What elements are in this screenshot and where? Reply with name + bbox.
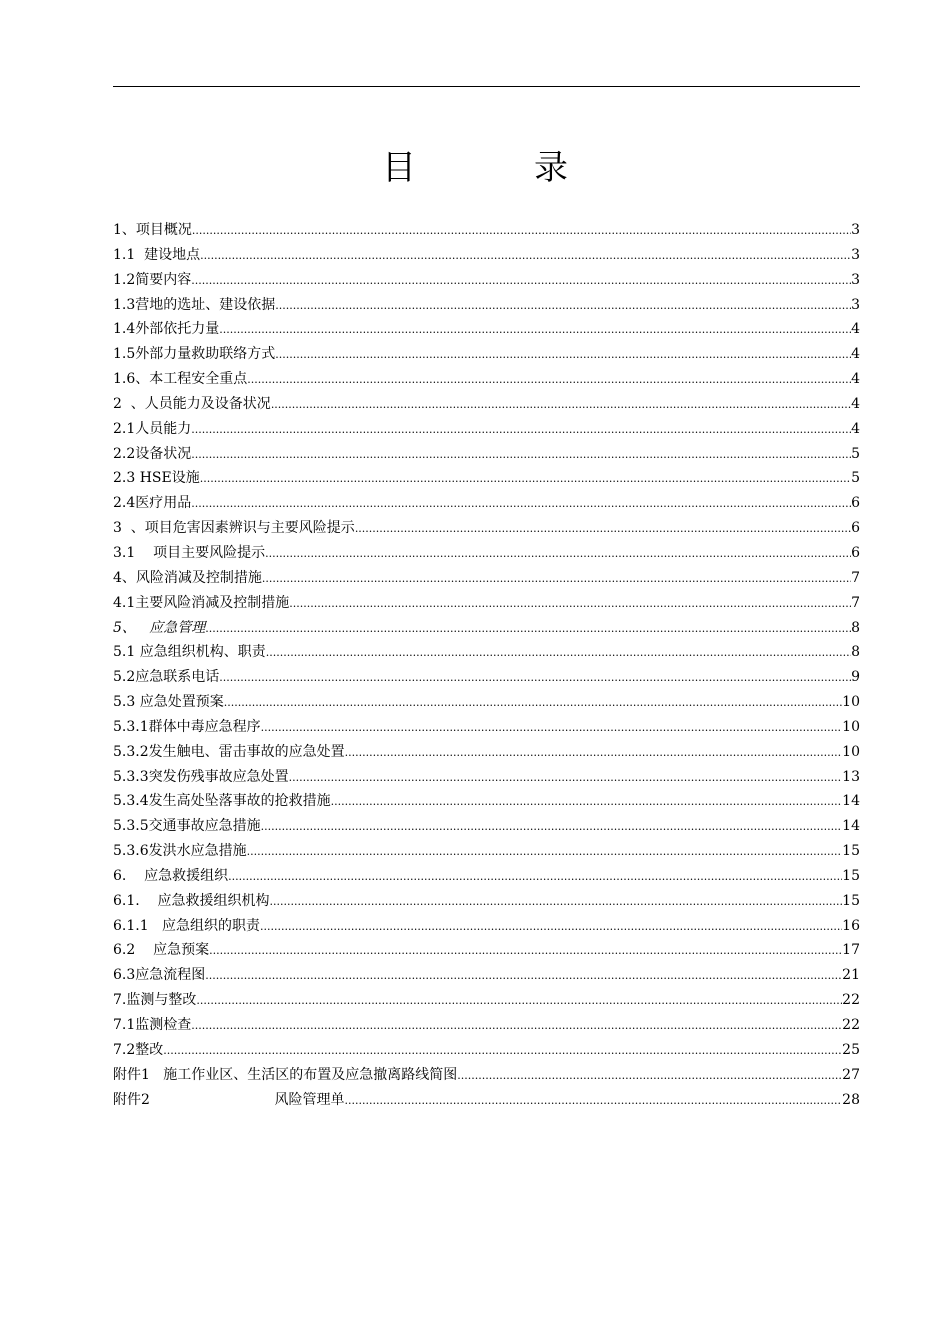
toc-entry-page-number: 17 [842,942,860,959]
toc-entry-page-number: 3 [851,246,860,263]
toc-entry[interactable] [113,342,860,367]
toc-entry[interactable] [113,814,860,839]
toc-dot-leader [265,542,851,567]
toc-entry-label: 1、项目概况 [113,222,192,238]
toc-entry-label: 1.5外部力量救助联络方式 [113,346,276,363]
toc-entry-label: 4、风险消减及控制措施 [113,569,262,586]
toc-entry-page-number: 7 [851,594,860,611]
toc-entry-page-number: 4 [851,420,860,437]
toc-entry[interactable] [113,765,860,790]
toc-entry[interactable] [113,541,860,566]
page-title [0,146,950,190]
toc-entry-page-number: 16 [842,917,860,934]
toc-entry-label: 2.4医疗用品 [113,495,192,512]
toc-entry-label: 5.3.2发生触电、雷击事故的应急处置 [113,743,345,760]
toc-entry[interactable] [113,616,860,641]
toc-dot-leader [209,939,842,964]
toc-entry-label: 2.2设备状况 [113,445,192,462]
toc-dot-leader [275,294,851,319]
toc-dot-leader [289,592,851,617]
toc-entry-label: 6.3应急流程图 [113,967,206,984]
toc-dot-leader [196,989,842,1014]
toc-entry-page-number: 27 [842,1066,860,1083]
toc-entry-label: 5.3.6发洪水应急措施 [113,843,247,860]
toc-dot-leader [261,716,843,741]
toc-entry[interactable] [113,243,860,268]
toc-entry[interactable] [113,317,860,342]
toc-entry-page-number: 5 [851,445,860,462]
toc-entry[interactable] [113,417,860,442]
toc-entry[interactable] [113,665,860,690]
toc-entry[interactable] [113,293,860,318]
toc-entry-page-number: 3 [851,271,860,288]
toc-entry-page-number: 5 [851,470,860,487]
toc-dot-leader [228,865,842,890]
toc-dot-leader [205,964,842,989]
toc-entry-label: 5.3.1群体中毒应急程序 [113,718,261,735]
toc-entry-label: 1.2简要内容 [113,271,192,288]
toc-dot-leader [271,393,851,418]
toc-entry[interactable] [113,466,860,491]
toc-entry-page-number: 10 [842,694,860,711]
toc-entry-label: 6.2 应急预案 [113,942,210,959]
toc-dot-leader [355,517,851,542]
toc-entry[interactable] [113,938,860,963]
toc-dot-leader [270,890,843,915]
toc-dot-leader [345,1089,843,1114]
toc-entry-label: 7.监测与整改 [113,992,197,1009]
toc-entry[interactable] [113,566,860,591]
toc-entry-label: 1.3营地的选址、建设依据 [113,296,276,313]
toc-entry[interactable] [113,789,860,814]
toc-entry-page-number: 3 [851,222,860,238]
toc-entry[interactable] [113,1038,860,1063]
toc-dot-leader [191,418,851,443]
toc-entry-label: 2.3 HSE设施 [113,470,200,487]
toc-entry-label: 3 、项目危害因素辨识与主要风险提示 [113,520,355,537]
toc-entry[interactable] [113,442,860,467]
toc-entry[interactable] [113,218,860,243]
toc-entry-page-number: 3 [851,296,860,313]
toc-dot-leader [260,915,842,940]
toc-entry-page-number: 10 [842,718,860,735]
toc-dot-leader [262,567,851,592]
toc-entry-page-number: 6 [851,495,860,512]
toc-entry[interactable] [113,1013,860,1038]
toc-dot-leader [345,741,843,766]
toc-entry-page-number: 8 [851,644,860,661]
toc-entry[interactable] [113,740,860,765]
toc-dot-leader [247,840,843,865]
toc-entry-label: 附件2 风险管理单 [113,1091,345,1108]
toc-entry-label: 1.4外部依托力量 [113,321,220,338]
toc-entry-label: 附件1 施工作业区、生活区的布置及应急撤离路线简图 [113,1066,458,1083]
toc-entry-label: 3.1 项目主要风险提示 [113,544,266,561]
toc-entry-label: 2.1人员能力 [113,420,192,437]
toc-dot-leader [261,815,843,840]
toc-entry[interactable] [113,839,860,864]
toc-dot-leader [200,244,851,269]
toc-entry-page-number: 22 [842,992,860,1009]
toc-entry-label: 6. 应急救援组织 [113,867,229,884]
toc-entry[interactable] [113,392,860,417]
toc-entry[interactable] [113,1063,860,1088]
toc-entry-page-number: 14 [842,818,860,835]
toc-entry-page-number: 4 [851,371,860,388]
toc-dot-leader [275,343,851,368]
toc-entry-page-number: 15 [842,867,860,884]
toc-entry-page-number: 4 [851,395,860,412]
toc-entry[interactable] [113,640,860,665]
toc-entry-page-number: 15 [842,892,860,909]
toc-entry-page-number: 4 [851,346,860,363]
toc-entry-page-number: 28 [842,1091,860,1108]
toc-entry-label: 1.6、本工程安全重点 [113,371,248,388]
header-rule [113,86,860,87]
toc-dot-leader [191,492,851,517]
toc-dot-leader [219,666,851,691]
toc-entry-label: 6.1. 应急救援组织机构 [113,892,270,909]
toc-entry[interactable] [113,715,860,740]
toc-dot-leader [191,269,851,294]
toc-entry-page-number: 25 [842,1041,860,1058]
toc-entry-label: 5.1 应急组织机构、职责 [113,644,266,661]
toc-entry[interactable] [113,690,860,715]
toc-dot-leader [192,219,851,244]
page-title-part2: 录 [534,148,568,188]
toc-entry-page-number: 9 [851,669,860,686]
toc-entry-page-number: 15 [842,843,860,860]
toc-dot-leader [163,1039,842,1064]
toc-entry-label: 5.3.3突发伤残事故应急处置 [113,768,289,785]
toc-entry-label: 5.3.4发生高处坠落事故的抢救措施 [113,793,331,810]
toc-dot-leader [200,467,851,492]
toc-entry-page-number: 22 [842,1017,860,1033]
toc-dot-leader [224,691,842,716]
toc-entry-label: 6.1.1 应急组织的职责 [113,917,260,934]
toc-entry[interactable] [113,914,860,939]
toc-entry[interactable] [113,889,860,914]
page-title-part1: 目 [382,148,416,188]
toc-entry[interactable] [113,268,860,293]
toc-dot-leader [266,641,851,666]
toc-entry-label: 4.1主要风险消减及控制措施 [113,594,290,611]
toc-dot-leader [205,617,851,642]
toc-dot-leader [191,443,851,468]
toc-entry[interactable] [113,864,860,889]
toc-dot-leader [457,1064,842,1089]
toc-entry-label: 5、 应急管理 [113,619,206,636]
toc-entry[interactable] [113,491,860,516]
toc-entry[interactable] [113,1088,860,1113]
toc-entry-page-number: 8 [851,619,860,636]
toc-entry-page-number: 4 [851,321,860,338]
toc-entry-page-number: 6 [851,520,860,537]
toc-dot-leader [247,368,851,393]
toc-entry[interactable] [113,591,860,616]
toc-entry-page-number: 7 [851,569,860,586]
toc-entry-page-number: 14 [842,793,860,810]
toc-entry-label: 2 、人员能力及设备状况 [113,395,271,412]
toc-entry-page-number: 6 [851,544,860,561]
toc-dot-leader [331,790,843,815]
toc-entry-page-number: 21 [842,967,860,984]
toc-entry-label: 1.1 建设地点 [113,246,201,263]
toc-entry-label: 7.2整改 [113,1041,164,1058]
table-of-contents [113,218,860,1112]
toc-entry[interactable] [113,516,860,541]
toc-entry-page-number: 13 [842,768,860,785]
toc-entry[interactable] [113,963,860,988]
toc-dot-leader [289,766,843,791]
toc-dot-leader [191,1014,842,1039]
toc-entry-label: 7.1监测检查 [113,1017,192,1033]
toc-entry[interactable] [113,367,860,392]
toc-entry-label: 5.3 应急处置预案 [113,694,224,711]
toc-entry[interactable] [113,988,860,1013]
toc-entry-page-number: 10 [842,743,860,760]
toc-entry-label: 5.3.5交通事故应急措施 [113,818,261,835]
toc-dot-leader [219,318,851,343]
toc-entry-label: 5.2应急联系电话 [113,669,220,686]
